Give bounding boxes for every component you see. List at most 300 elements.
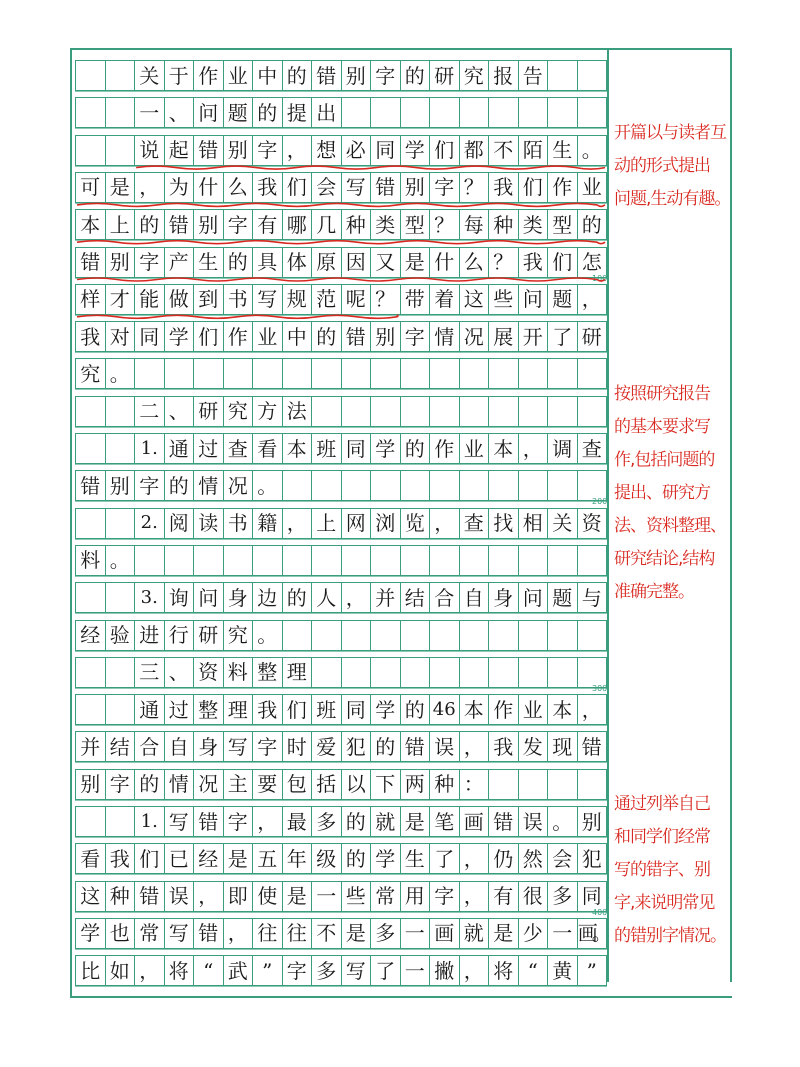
grid-cell: 学 [164, 322, 194, 351]
grid-cell [164, 359, 194, 388]
grid-cell: 哪 [282, 210, 312, 239]
grid-cell: 即 [223, 882, 253, 911]
grid-cell [311, 546, 341, 575]
grid-cell: 同 [341, 695, 371, 724]
grid-cell [518, 546, 548, 575]
grid-cell: 本 [488, 434, 518, 463]
grid-cell: 验 [105, 621, 135, 650]
grid-cell [488, 621, 518, 650]
grid-cell: 研 [193, 621, 223, 650]
row-gap [75, 352, 607, 358]
grid-cell: 经 [193, 844, 223, 873]
grid-cell: 必 [341, 136, 371, 165]
grid-cell: 这 [459, 285, 489, 314]
grid-cell [75, 658, 105, 687]
grid-cell: 。 [105, 359, 135, 388]
grid-cell: 错 [341, 322, 371, 351]
row-gap [75, 688, 607, 694]
grid-cell [282, 546, 312, 575]
grid-cell: 学 [370, 695, 400, 724]
grid-cell [429, 98, 459, 127]
grid-cell: 少 [518, 919, 548, 948]
grid-cell: 能 [134, 285, 164, 314]
grid-cell [282, 471, 312, 500]
grid-cell: 就 [370, 807, 400, 836]
grid-cell: 字 [105, 770, 135, 799]
grid-cell: 班 [311, 695, 341, 724]
grid-cell: 才 [105, 285, 135, 314]
comment-line: 动的形式提出 [614, 155, 710, 176]
grid-cell: 陌 [518, 136, 548, 165]
grid-cell [459, 98, 489, 127]
grid-cell: 学 [75, 919, 105, 948]
grid-cell [459, 471, 489, 500]
grid-cell: 同 [134, 322, 164, 351]
grid-cell [488, 471, 518, 500]
grid-cell: 做 [164, 285, 194, 314]
grid-cell [75, 509, 105, 538]
row-gap [75, 128, 607, 134]
grid-cell: 别 [341, 61, 371, 90]
grid-cell: 如 [105, 956, 135, 985]
grid-cell [370, 621, 400, 650]
grid-cell: 是 [488, 919, 518, 948]
row-gap [75, 613, 607, 619]
grid-cell [105, 397, 135, 426]
grid-cell: 别 [105, 248, 135, 277]
grid-cell: 料 [223, 658, 253, 687]
grid-cell: ？ [488, 248, 518, 277]
grid-cell [75, 136, 105, 165]
grid-cell [459, 397, 489, 426]
grid-cell: 字 [429, 882, 459, 911]
grid-cell: 整 [193, 695, 223, 724]
grid-cell [370, 658, 400, 687]
grid-cell: 规 [282, 285, 312, 314]
grid-cell [105, 98, 135, 127]
row-gap [75, 539, 607, 545]
grid-cell: 身 [193, 732, 223, 761]
grid-cell: 的 [134, 210, 164, 239]
grid-cell: 、 [164, 397, 194, 426]
comment-line: 法、资料整理、 [614, 515, 726, 536]
grid-cell: 误 [518, 807, 548, 836]
grid-cell [75, 583, 105, 612]
row-gap [75, 501, 607, 507]
grid-cell: 仍 [488, 844, 518, 873]
grid-cell: 字 [370, 61, 400, 90]
grid-cell [577, 658, 608, 687]
grid-cell: ， [518, 434, 548, 463]
grid-cell: 种 [429, 770, 459, 799]
grid-cell: 。 [252, 471, 282, 500]
grid-cell [577, 61, 608, 90]
row-gap [75, 762, 607, 768]
grid-cell: 到 [193, 285, 223, 314]
row-gap [75, 427, 607, 433]
grid-cell: ， [341, 583, 371, 612]
grid-cell [488, 98, 518, 127]
grid-cell [400, 397, 430, 426]
grid-cell: 多 [370, 919, 400, 948]
grid-cell: 很 [518, 882, 548, 911]
grid-cell: ， [252, 807, 282, 836]
grid-cell: 是 [223, 844, 253, 873]
grid-cell: 上 [311, 509, 341, 538]
grid-cell: 问 [518, 583, 548, 612]
grid-cell: 要 [252, 770, 282, 799]
grid-cell: 我 [105, 844, 135, 873]
grid-row [75, 545, 607, 576]
grid-cell: 我 [75, 322, 105, 351]
grid-cell: 写 [223, 732, 253, 761]
grid-cell: 起 [164, 136, 194, 165]
grid-cell: 过 [164, 695, 194, 724]
grid-cell: 中 [282, 322, 312, 351]
grid-cell [459, 546, 489, 575]
grid-cell: 身 [223, 583, 253, 612]
grid-cell: 几 [311, 210, 341, 239]
grid-cell [105, 695, 135, 724]
grid-cell: 们 [282, 173, 312, 202]
grid-cell: 别 [223, 136, 253, 165]
grid-cell: 一 [134, 98, 164, 127]
grid-cell: 字 [134, 248, 164, 277]
grid-cell [488, 397, 518, 426]
grid-cell: 些 [488, 285, 518, 314]
grid-cell: 业 [459, 434, 489, 463]
grid-cell: 一 [311, 882, 341, 911]
grid-cell [547, 98, 577, 127]
grid-cell: 字 [223, 210, 253, 239]
grid-cell: 不 [488, 136, 518, 165]
grid-cell: 型 [400, 210, 430, 239]
grid-cell: 错 [164, 210, 194, 239]
grid-cell: 年 [282, 844, 312, 873]
grid-cell [547, 546, 577, 575]
grid-cell: 什 [429, 248, 459, 277]
grid-cell: ， [134, 173, 164, 202]
grid-cell: 相 [518, 509, 548, 538]
grid-cell: 网 [341, 509, 371, 538]
grid-cell [105, 509, 135, 538]
grid-cell: 用 [400, 882, 430, 911]
grid-cell: 合 [429, 583, 459, 612]
grid-cell: 以 [341, 770, 371, 799]
grid-cell [105, 658, 135, 687]
grid-cell: 些 [341, 882, 371, 911]
comment-line: 按照研究报告 [614, 383, 710, 404]
grid-cell: 的 [341, 844, 371, 873]
grid-cell: 爱 [311, 732, 341, 761]
grid-cell [311, 359, 341, 388]
grid-cell: 们 [429, 136, 459, 165]
grid-cell: 样 [75, 285, 105, 314]
grid-cell: 问 [518, 285, 548, 314]
grid-cell: 资 [577, 509, 608, 538]
comment-line: 和同学们经常 [614, 827, 710, 847]
grid-cell [488, 770, 518, 799]
grid-cell: 关 [547, 509, 577, 538]
grid-cell: 犯 [577, 844, 608, 873]
grid-cell: 二 [134, 397, 164, 426]
grid-cell: 的 [164, 471, 194, 500]
grid-cell: 与 [577, 583, 608, 612]
grid-cell: 错 [193, 136, 223, 165]
grid-cell [577, 546, 608, 575]
grid-cell [547, 658, 577, 687]
grid-cell [105, 583, 135, 612]
grid-cell [311, 658, 341, 687]
grid-cell: ， [459, 844, 489, 873]
grid-cell [547, 397, 577, 426]
grid-cell: 因 [341, 248, 371, 277]
row-gap [75, 912, 607, 918]
grid-cell: 自 [164, 732, 194, 761]
grid-cell: 资 [193, 658, 223, 687]
grid-cell: 画 [459, 807, 489, 836]
grid-cell [75, 434, 105, 463]
grid-cell: 将 [488, 956, 518, 985]
grid-cell: 、 [164, 98, 194, 127]
grid-cell: 况 [459, 322, 489, 351]
grid-cell: 字 [429, 173, 459, 202]
grid-cell: 问 [193, 98, 223, 127]
grid-cell: 种 [341, 210, 371, 239]
grid-cell: 产 [164, 248, 194, 277]
grid-cell [547, 61, 577, 90]
grid-cell [252, 359, 282, 388]
grid-cell: 理 [223, 695, 253, 724]
grid-cell: 的 [134, 770, 164, 799]
grid-cell: 多 [311, 807, 341, 836]
grid-cell [341, 359, 371, 388]
grid-cell [429, 359, 459, 388]
row-gap [75, 725, 607, 731]
grid-cell: 籍 [252, 509, 282, 538]
grid-cell [370, 98, 400, 127]
grid-cell: 笔 [429, 807, 459, 836]
grid-cell [341, 621, 371, 650]
grid-cell: 使 [252, 882, 282, 911]
grid-cell: 的 [252, 98, 282, 127]
grid-cell: 字 [223, 807, 253, 836]
grid-row [75, 172, 607, 203]
grid-cell: 错 [311, 61, 341, 90]
grid-cell: 也 [105, 919, 135, 948]
grid-cell: 找 [488, 509, 518, 538]
grid-cell: 已 [164, 844, 194, 873]
grid-cell: 字 [400, 322, 430, 351]
grid-row [75, 508, 607, 539]
grid-row [75, 358, 607, 389]
grid-cell: 往 [252, 919, 282, 948]
grid-cell [223, 546, 253, 575]
comment-line: 字,来说明常见 [614, 893, 715, 913]
grid-cell: 料 [75, 546, 105, 575]
grid-cell [429, 397, 459, 426]
grid-cell: 是 [400, 807, 430, 836]
grid-row [75, 247, 607, 278]
grid-cell: 于 [164, 61, 194, 90]
grid-cell: 时 [282, 732, 312, 761]
grid-cell: ， [459, 732, 489, 761]
grid-cell: 的 [341, 807, 371, 836]
grid-cell: 就 [459, 919, 489, 948]
grid-cell: 错 [75, 471, 105, 500]
grid-cell: ， [459, 882, 489, 911]
grid-cell [193, 546, 223, 575]
grid-cell: 多 [311, 956, 341, 985]
grid-cell: 写 [164, 807, 194, 836]
grid-cell [577, 359, 608, 388]
grid-cell: 2. [134, 509, 164, 538]
grid-cell [311, 397, 341, 426]
grid-cell [518, 359, 548, 388]
grid-cell: 报 [488, 61, 518, 90]
grid-cell: 本 [75, 210, 105, 239]
grid-cell: 每 [459, 210, 489, 239]
grid-cell: 三 [134, 658, 164, 687]
grid-cell: 具 [252, 248, 282, 277]
grid-row [75, 396, 607, 427]
word-count-marker: 100 [592, 273, 608, 283]
grid-row [75, 135, 607, 166]
grid-cell: 身 [488, 583, 518, 612]
grid-cell: 别 [400, 173, 430, 202]
grid-cell: ， [193, 882, 223, 911]
grid-cell: 的 [311, 322, 341, 351]
grid-cell: 法 [282, 397, 312, 426]
grid-cell [370, 397, 400, 426]
grid-cell: 别 [75, 770, 105, 799]
grid-cell: 同 [341, 434, 371, 463]
grid-cell: 中 [252, 61, 282, 90]
grid-cell [370, 359, 400, 388]
grid-cell: 别 [370, 322, 400, 351]
grid-cell [429, 658, 459, 687]
grid-cell [547, 770, 577, 799]
grid-cell: 询 [164, 583, 194, 612]
grid-cell: 犯 [341, 732, 371, 761]
grid-cell [105, 434, 135, 463]
row-gap [75, 576, 607, 582]
grid-cell: 类 [370, 210, 400, 239]
grid-cell: 我 [252, 173, 282, 202]
grid-cell: 有 [488, 882, 518, 911]
grid-cell: 本 [547, 695, 577, 724]
grid-cell: 么 [223, 173, 253, 202]
grid-cell: 行 [164, 621, 194, 650]
grid-cell: 开 [518, 322, 548, 351]
grid-cell: 理 [282, 658, 312, 687]
grid-cell: 原 [311, 248, 341, 277]
grid-cell: 么 [459, 248, 489, 277]
grid-row [75, 620, 607, 651]
grid-cell: 结 [400, 583, 430, 612]
grid-cell: 错 [370, 173, 400, 202]
grid-cell [105, 807, 135, 836]
grid-cell [459, 658, 489, 687]
grid-row [75, 657, 607, 688]
comment-line: 研究结论,结构 [614, 548, 715, 569]
grid-cell [488, 359, 518, 388]
grid-cell: 的 [370, 732, 400, 761]
grid-cell: 错 [400, 732, 430, 761]
grid-cell [400, 98, 430, 127]
grid-cell: 书 [223, 285, 253, 314]
grid-cell: 范 [311, 285, 341, 314]
grid-cell: 字 [134, 471, 164, 500]
grid-cell: 们 [547, 248, 577, 277]
grid-cell: 怎 [577, 248, 608, 277]
grid-row [75, 955, 607, 986]
grid-row [75, 582, 607, 613]
grid-cell: 现 [547, 732, 577, 761]
grid-cell: ” [577, 956, 608, 985]
grid-cell [370, 546, 400, 575]
grid-cell: 查 [577, 434, 608, 463]
row-gap [75, 874, 607, 880]
grid-cell: 级 [311, 844, 341, 873]
margin-comment [614, 788, 726, 953]
grid-cell [429, 546, 459, 575]
grid-cell: 想 [311, 136, 341, 165]
grid-cell: 作 [223, 322, 253, 351]
grid-cell [577, 471, 608, 500]
word-count-marker: 300 [592, 683, 608, 693]
grid-cell: 生 [400, 844, 430, 873]
grid-cell: 关 [134, 61, 164, 90]
grid-cell: 人 [311, 583, 341, 612]
grid-cell: 不 [311, 919, 341, 948]
grid-cell [518, 98, 548, 127]
grid-cell [547, 359, 577, 388]
grid-cell: 的 [400, 695, 430, 724]
row-gap [75, 800, 607, 806]
grid-cell: 业 [518, 695, 548, 724]
row-gap [75, 651, 607, 657]
grid-row [75, 284, 607, 315]
word-count-marker: 400 [592, 907, 608, 917]
grid-cell: 常 [134, 919, 164, 948]
grid-cell: 下 [370, 770, 400, 799]
grid-cell: 3. [134, 583, 164, 612]
grid-cell: 写 [341, 173, 371, 202]
grid-cell: 别 [193, 210, 223, 239]
grid-cell: 我 [518, 248, 548, 277]
grid-cell: 学 [370, 434, 400, 463]
grid-cell: 班 [311, 434, 341, 463]
grid-cell: 经 [75, 621, 105, 650]
grid-row [75, 470, 607, 501]
grid-cell: 题 [223, 98, 253, 127]
grid-cell [75, 61, 105, 90]
comment-line: 开篇以与读者互 [614, 122, 726, 143]
grid-cell: ？ [370, 285, 400, 314]
grid-cell: 可 [75, 173, 105, 202]
grid-cell: ， [223, 919, 253, 948]
grid-cell: 同 [370, 136, 400, 165]
grid-cell: 一 [400, 956, 430, 985]
grid-cell [75, 807, 105, 836]
grid-cell [341, 471, 371, 500]
grid-cell [400, 359, 430, 388]
grid-cell: 们 [134, 844, 164, 873]
grid-cell: 我 [488, 732, 518, 761]
grid-cell: 题 [547, 583, 577, 612]
grid-cell: 们 [518, 173, 548, 202]
